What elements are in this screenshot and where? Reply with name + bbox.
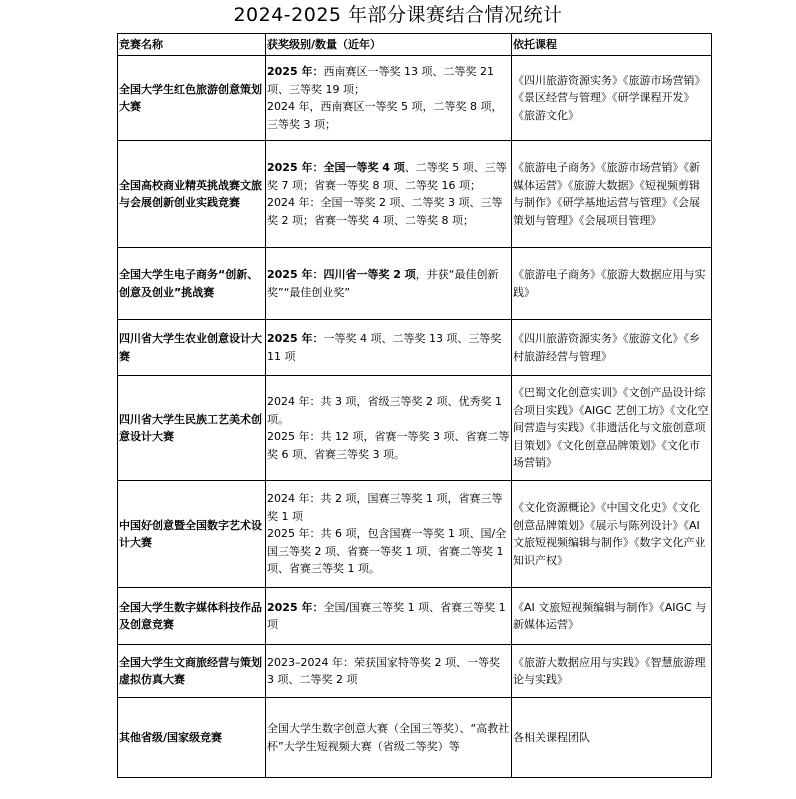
award-line: [267, 525, 510, 578]
award-details: [266, 248, 512, 320]
award-details: [266, 320, 512, 376]
header-awards: 获奖级别/数量（近年）: [266, 34, 512, 56]
award-text: 一等奖 4 项、二等奖 13 项、三等奖 11 项: [267, 332, 502, 363]
award-text: 2024 年：全国一等奖 2 项、二等奖 3 项、三等奖 2 项；省赛一等奖 4 项、二等奖 8 项；: [267, 196, 503, 227]
table-row: [118, 141, 712, 248]
award-line: [267, 490, 510, 525]
table-row: [118, 320, 712, 376]
competition-name: 其他省级/国家级竞赛: [118, 698, 266, 778]
award-text: 2025 年：共 12 项，省赛一等奖 3 项、省赛二等奖 6 项、省赛三等奖 3 项。: [267, 430, 510, 461]
supporting-courses: 《AI 文旅短视频编辑与制作》《AIGC 与新媒体运营》: [512, 588, 712, 645]
competition-name: 中国好创意暨全国数字艺术设计大赛: [118, 481, 266, 588]
award-text: 西南赛区一等奖 13 项、二等奖 21 项、三等奖 19 项；: [267, 65, 494, 96]
award-details: [266, 698, 512, 778]
competition-name: 四川省大学生农业创意设计大赛: [118, 320, 266, 376]
header-courses: 依托课程: [512, 34, 712, 56]
table-row: [118, 248, 712, 320]
award-line: [267, 266, 510, 301]
table-row: [118, 645, 712, 698]
award-highlight: 2025 年：: [267, 600, 324, 614]
competition-name: 四川省大学生民族工艺美术创意设计大赛: [118, 376, 266, 481]
award-details: [266, 645, 512, 698]
competition-name: 全国高校商业精英挑战赛文旅与会展创新创业实践竞赛: [118, 141, 266, 248]
table-row: [118, 588, 712, 645]
award-highlight: 2025 年：: [267, 332, 324, 345]
award-line: [267, 428, 510, 463]
award-highlight: 2025 年：: [267, 65, 324, 78]
table-header-row: [118, 34, 712, 56]
award-line: [267, 159, 510, 194]
table-row: [118, 56, 712, 141]
award-text: 2024 年：共 2 项，国赛三等奖 1 项，省赛三等奖 1 项: [267, 492, 503, 523]
award-text: 2024 年，西南赛区一等奖 5 项，二等奖 8 项，三等奖 3 项；: [267, 100, 503, 131]
award-line: [267, 194, 510, 229]
competition-name: 全国大学生文商旅经营与策划虚拟仿真大赛: [118, 645, 266, 698]
award-details: [266, 56, 512, 141]
award-highlight: 2025 年：四川省一等奖 2 项: [267, 268, 416, 281]
page-title: 2024-2025 年部分课赛结合情况统计: [233, 4, 563, 26]
supporting-courses: 《四川旅游资源实务》《旅游市场营销》《景区经营与管理》《研学课程开发》《旅游文化》: [512, 56, 712, 141]
supporting-courses: 各相关课程团队: [512, 698, 712, 778]
supporting-courses: 《四川旅游资源实务》《旅游文化》《乡村旅游经营与管理》: [512, 320, 712, 376]
award-line: [267, 330, 510, 365]
table-row: [118, 481, 712, 588]
award-line: [267, 599, 510, 634]
competition-name: 全国大学生数字媒体科技作品及创意竞赛: [118, 588, 266, 645]
award-details: [266, 481, 512, 588]
supporting-courses: 《旅游大数据应用与实践》《智慧旅游理论与实践》: [512, 645, 712, 698]
award-line: [267, 654, 510, 689]
table-row: [118, 376, 712, 481]
award-line: [267, 63, 510, 98]
competition-table: [117, 33, 712, 778]
header-competition-name: 竞赛名称: [118, 34, 266, 56]
award-text: 2023–2024 年：荣获国家特等奖 2 项、一等奖 3 项、二等奖 2 项: [267, 655, 500, 686]
supporting-courses: 《巴蜀文化创意实训》《文创产品设计综合项目实践》《AIGC 艺创工坊》《文化空间营造与实践》《非遗活化与文旅创意项目策划》《文化创意品牌策划》《文化市场营销》: [512, 376, 712, 481]
award-line: [267, 98, 510, 133]
competition-name: 全国大学生红色旅游创意策划大赛: [118, 56, 266, 141]
award-text: 2024 年：共 3 项，省级三等奖 2 项、优秀奖 1 项。: [267, 395, 502, 426]
supporting-courses: 《文化资源概论》《中国文化史》《文化创意品牌策划》《展示与陈列设计》《AI 文旅短视频编辑与制作》《数字文化产业知识产权》: [512, 481, 712, 588]
award-text: 2025 年：共 6 项，包含国赛一等奖 1 项、国/全国三等奖 2 项、省赛一等奖 1 项、省赛二等奖 1 项、省赛三等奖 1 项。: [267, 527, 507, 576]
supporting-courses: 《旅游电子商务》《旅游大数据应用与实践》: [512, 248, 712, 320]
award-text: 、二等奖 5 项、三等奖 7 项；省赛一等奖 8 项、二等奖 16 项；: [267, 161, 507, 192]
award-details: [266, 588, 512, 645]
table-row: [118, 698, 712, 778]
award-text: ，并获“最佳创新奖”“最佳创业奖”: [267, 268, 499, 299]
award-text: 全国大学生数字创意大赛（全国三等奖）、“高教社杯”大学生短视频大赛（省级二等奖）等: [267, 722, 510, 753]
award-line: [267, 720, 510, 755]
award-details: [266, 141, 512, 248]
supporting-courses: 《旅游电子商务》《旅游市场营销》《新媒体运营》《旅游大数据》《短视频剪辑与制作》《研学基地运营与管理》《会展策划与管理》《会展项目管理》: [512, 141, 712, 248]
award-text: 全国/国赛三等奖 1 项、省赛三等奖 1 项: [267, 600, 506, 631]
award-line: [267, 393, 510, 428]
award-highlight: 2025 年：全国一等奖 4 项: [267, 161, 405, 174]
competition-name: 全国大学生电子商务“创新、创意及创业”挑战赛: [118, 248, 266, 320]
award-details: [266, 376, 512, 481]
